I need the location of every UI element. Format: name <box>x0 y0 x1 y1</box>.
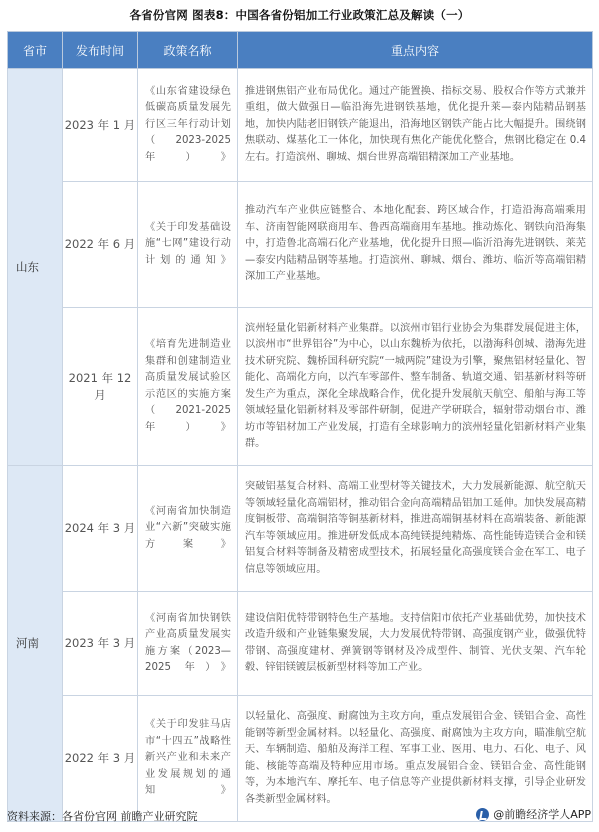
date-cell: 2023 年 3 月 <box>63 592 138 696</box>
brand-logo-icon <box>476 808 489 821</box>
date-cell: 2022 年 6 月 <box>63 182 138 308</box>
content-cell: 滨州轻量化铝新材料产业集群。以滨州市铝行业协会为集群发展促进主体，以滨州市“世界铝谷”为中心，以山东魏桥为依托，以渤海科创城、渤海先进技术研究院、魏桥国科研究院“一城两院”建设为引擎，聚焦铝材轻量化、智能化、高端化方向，以汽车零部件、整车制备、轨道交通、铝基新材料等研发生产为重点，深化全球战略合作，优化提升发展航天航空、船舶与海工等领域轻量化铝新材料及零部件研制，促进产学研联合，辐射带动烟台市、潍坊市等铝材加工产业发展，打造有全球影响力的滨州轻量化铝新材料产业集群。 <box>238 308 593 466</box>
province-cell: 河南 <box>8 466 63 822</box>
province-cell: 山东 <box>8 69 63 466</box>
figure-title: 各省份官网 图表8：中国各省份铝加工行业政策汇总及解读（一） <box>129 8 470 22</box>
date-cell: 2021 年 12 月 <box>63 308 138 466</box>
table-row <box>8 182 593 308</box>
date-cell: 2022 年 3 月 <box>63 696 138 822</box>
table-row <box>8 69 593 182</box>
policy-name-cell: 《河南省加快制造业“六新”突破实施方案》 <box>138 466 238 592</box>
policy-name-cell: 《关于印发基础设施“七网”建设行动计划的通知》 <box>138 182 238 308</box>
table-header-row <box>8 32 593 69</box>
header-date: 发布时间 <box>63 32 138 69</box>
content-cell: 推动汽车产业供应链整合、本地化配套、跨区域合作，打造沿海高端乘用车、济南智能网联商用车、鲁西高端商用车基地。推动炼化、钢铁向沿海集中，打造鲁北高端石化产业基地，优化提升日照—临沂沿海先进钢铁、莱芜—泰安内陆精品钢等基地。打造滨州、聊城、烟台、潍坊、临沂等高端铝精深加工产业基地。 <box>238 182 593 308</box>
table-row <box>8 696 593 822</box>
policy-table <box>7 31 593 822</box>
source-note: 资料来源：各省份官网 前瞻产业研究院 <box>7 810 198 823</box>
table-row <box>8 466 593 592</box>
header-province: 省市 <box>8 32 63 69</box>
table-row <box>8 308 593 466</box>
table-row <box>8 592 593 696</box>
policy-name-cell: 《河南省加快钢铁产业高质量发展实施方案（2023—2025 年）》 <box>138 592 238 696</box>
brand-credit <box>476 806 591 822</box>
date-cell: 2024 年 3 月 <box>63 466 138 592</box>
date-cell: 2023 年 1 月 <box>63 69 138 182</box>
content-cell: 以轻量化、高强度、耐腐蚀为主攻方向，重点发展铝合金、镁铝合金、高性能钢等新型金属材料。以轻量化、高强度、耐腐蚀为主攻方向，瞄准航空航天、车辆制造、船舶及海洋工程、军事工业、医用、电力、石化、电子、风能、核能等高端及特种应用市场。重点发展铝合金、镁铝合金、高性能钢等，为本地汽车、摩托车、电子信息等产业提供新材料支撑，引导企业研发各类新型金属材料。 <box>238 696 593 822</box>
policy-name-cell: 《山东省建设绿色低碳高质量发展先行区三年行动计划（2023-2025 年）》 <box>138 69 238 182</box>
policy-name-cell: 《关于印发驻马店市“十四五”战略性新兴产业和未来产业发展规划的通知》 <box>138 696 238 822</box>
content-cell: 突破铝基复合材料、高端工业型材等关键技术，大力发展新能源、航空航天等领域轻量化高端铝材，推动铝合金向高端精品铝加工延伸。加快发展高精度铜板带、高端铜箔等铜基新材料，推进高端铜基材料在高端装备、新能源汽车等领域应用。推进研发低成本高纯镁提纯精炼、高性能铸造镁合金和镁铝复合材料等制备及精密成型技术，拓展轻量化高强度镁合金在军工、电子信息等领域应用。 <box>238 466 593 592</box>
content-cell: 推进钢焦铝产业布局优化。通过产能置换、指标交易、股权合作等方式兼并重组，做大做强日—临沿海先进钢铁基地，优化提升莱—泰内陆精品钢基地，加快内陆老旧钢铁产能退出，沿海地区钢铁产能占比大幅提升。围绕钢焦联动、煤基化工一体化，加快现有焦化产能优化整合，焦钢比稳定在 0.4 左右。打造滨州、聊城、烟台世界高端铝精深加工产业基地。 <box>238 69 593 182</box>
content-cell: 建设信阳优特带钢特色生产基地。支持信阳市依托产业基础优势，加快技术改造升级和产业链集聚发展，大力发展优特带钢、高强度钢产业，做强优特带钢、高强度建材、弹簧钢等钢材及冷成型件、制管、光伏支架、汽车轮毂、锌铝镁镀层板新型材料等加工产业。 <box>238 592 593 696</box>
header-key-content: 重点内容 <box>238 32 593 69</box>
brand-label: @前瞻经济学人APP <box>493 808 591 821</box>
policy-name-cell: 《培育先进制造业集群和创建制造业高质量发展试验区示范区的实施方案（2021-2025 年）》 <box>138 308 238 466</box>
header-policy-name: 政策名称 <box>138 32 238 69</box>
